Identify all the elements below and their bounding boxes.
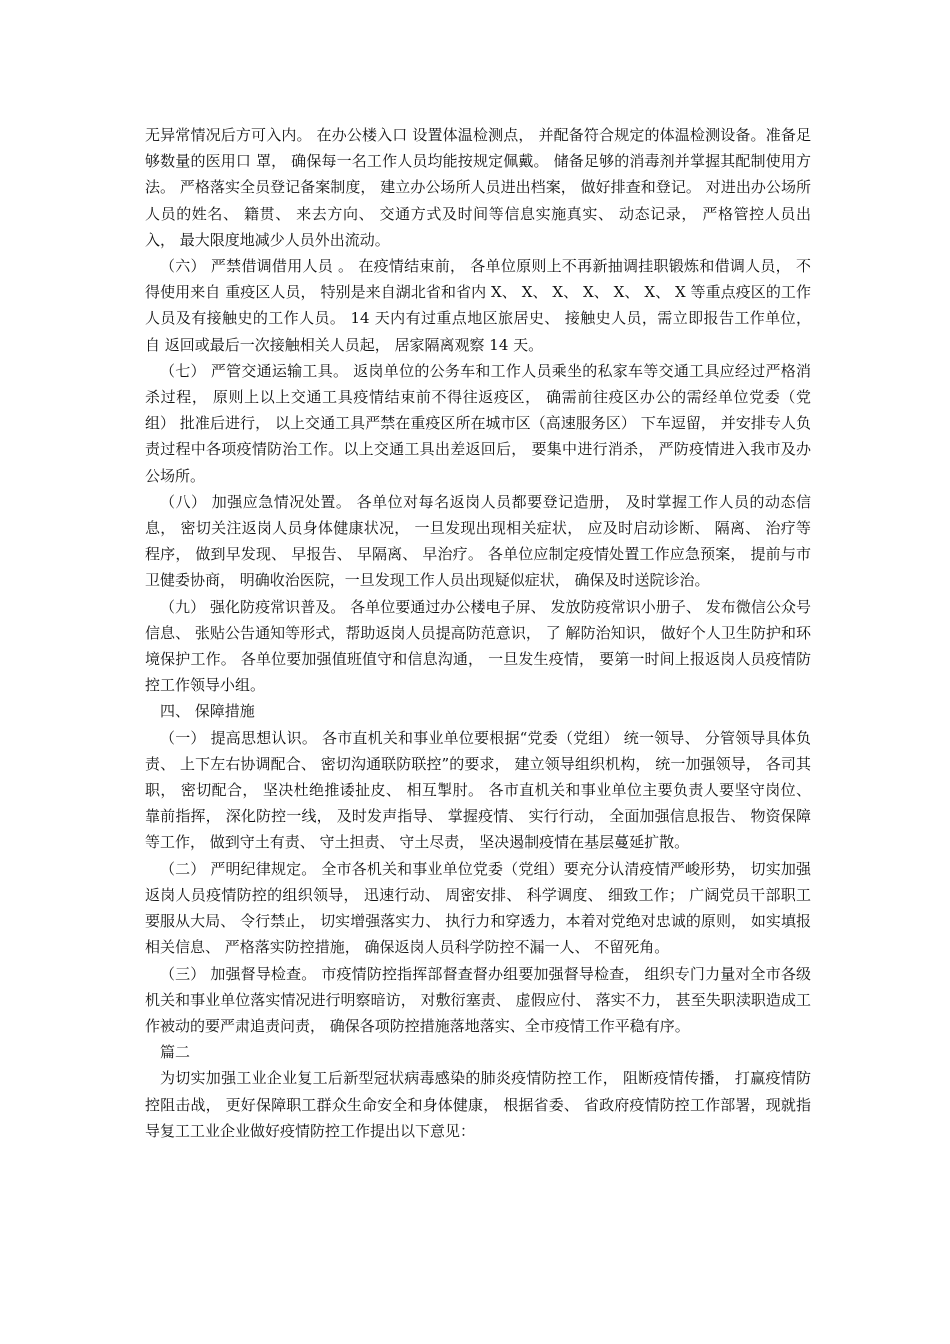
- paragraph-measure-1: （一） 提高思想认识。 各市直机关和事业单位要根据“党委（党组） 统一领导、 分管领导具体负责、 上下左右协调配合、 密切沟通联防联控”的要求， 建立领导组织机构， 统一加强领导， 各司其职， 密切配合， 坚决杜绝推诿扯皮、 相互掣肘。 各市直机关和事业单位主要负责人要坚守岗位、 靠前指挥， 深化防控一线， 及时发声指导、 掌握疫情、 实行行动， 全面加强信息报告、 物资保障等工作， 做到守土有责、 守土担责、 守土尽责， 坚决遏制疫情在基层蔓延扩散。: [145, 728, 811, 852]
- section-heading-part-2: 篇二: [160, 1043, 191, 1062]
- section-heading-4: 四、 保障措施: [160, 702, 255, 721]
- paragraph-item-8: （八） 加强应急情况处置。 各单位对每名返岗人员都要登记造册， 及时掌握工作人员的动态信息， 密切关注返岗人员身体健康状况， 一旦发现出现相关症状， 应及时启动诊断、 隔离、 治疗等程序， 做到早发现、 早报告、 早隔离、 早治疗。 各单位应制定疫情处置工作应急预案， 提前与市卫健委协商， 明确收治医院，一旦发现工作人员出现疑似症状， 确保及时送院诊治。: [145, 492, 811, 590]
- paragraph-item-9: （九） 强化防疫常识普及。 各单位要通过办公楼电子屏、 发放防疫常识小册子、 发布微信公众号信息、 张贴公告通知等形式，帮助返岗人员提高防范意识， 了 解防治知识， 做好个人卫生防护和环境保护工作。 各单位要加强值班值守和信息沟通， 一旦发生疫情， 要第一时间上报返岗人员疫情防控工作领导小组。: [145, 597, 811, 695]
- paragraph-measure-2: （二） 严明纪律规定。 全市各机关和事业单位党委（党组）要充分认清疫情严峻形势， 切实加强返岗人员疫情防控的组织领导， 迅速行动、 周密安排、 科学调度、 细致工作； 广阔党员干部职工要服从大局、 令行禁止， 切实增强落实力、 执行力和穿透力，本着对党绝对忠诚的原则， 如实填报相关信息、 严格落实防控措施， 确保返岗人员科学防控不漏一人、 不留死角。: [145, 859, 811, 957]
- paragraph-measure-3: （三） 加强督导检查。 市疫情防控指挥部督查督办组要加强督导检查， 组织专门力量对全市各级机关和事业单位落实情况进行明察暗访， 对敷衍塞责、 虚假应付、 落实不力， 甚至失职渎职造成工作被动的要严肃追责问责， 确保各项防控措施落地落实、全市疫情工作平稳有序。: [145, 964, 811, 1035]
- paragraph-part-2-intro: 为切实加强工业企业复工后新型冠状病毒感染的肺炎疫情防控工作， 阻断疫情传播， 打赢疫情防控阻击战， 更好保障职工群众生命安全和身体健康， 根据省委、 省政府疫情防控工作部署，现就指导复工工业企业做好疫情防控工作提出以下意见：: [145, 1069, 811, 1140]
- document-body: [145, 122, 811, 1144]
- paragraph-item-6: （六） 严禁借调借用人员 。 在疫情结束前， 各单位原则上不再新抽调挂职锻炼和借调人员， 不得使用来自 重疫区人员， 特别是来自湖北省和省内 X、 X、 X、 X、 X、 X、 X 等重点疫区的工作人员及有接触史的工作人员。 14 天内有过重点地区旅居史、 接触史人员，需立即报告工作单位， 自 返回或最后一次接触相关人员起， 居家隔离观察 14 天。: [145, 257, 811, 354]
- paragraph-item-7: （七） 严管交通运输工具。 返岗单位的公务车和工作人员乘坐的私家车等交通工具应经过严格消杀过程， 原则上以上交通工具疫情结束前不得往返疫区， 确需前往疫区办公的需经单位党委（党组） 批准后进行， 以上交通工具严禁在重疫区所在城市区（高速服务区） 下车逗留， 并安排专人负责过程中各项疫情防治工作。以上交通工具出差返回后， 要集中进行消杀， 严防疫情进入我市及办公场所。: [145, 361, 811, 485]
- paragraph-entry-conditions: 无异常情况后方可入内。 在办公楼入口 设置体温检测点， 并配备符合规定的体温检测设备。准备足够数量的医用口 罩， 确保每一名工作人员均能按规定佩戴。 储备足够的消毒剂并掌握其配制使用方法。 严格落实全员登记备案制度， 建立办公场所人员进出档案， 做好排查和登记。 对进出办公场所人员的姓名、 籍贯、 来去方向、 交通方式及时间等信息实施真实、 动态记录， 严格管控人员出入， 最大限度地减少人员外出流动。: [145, 126, 811, 249]
